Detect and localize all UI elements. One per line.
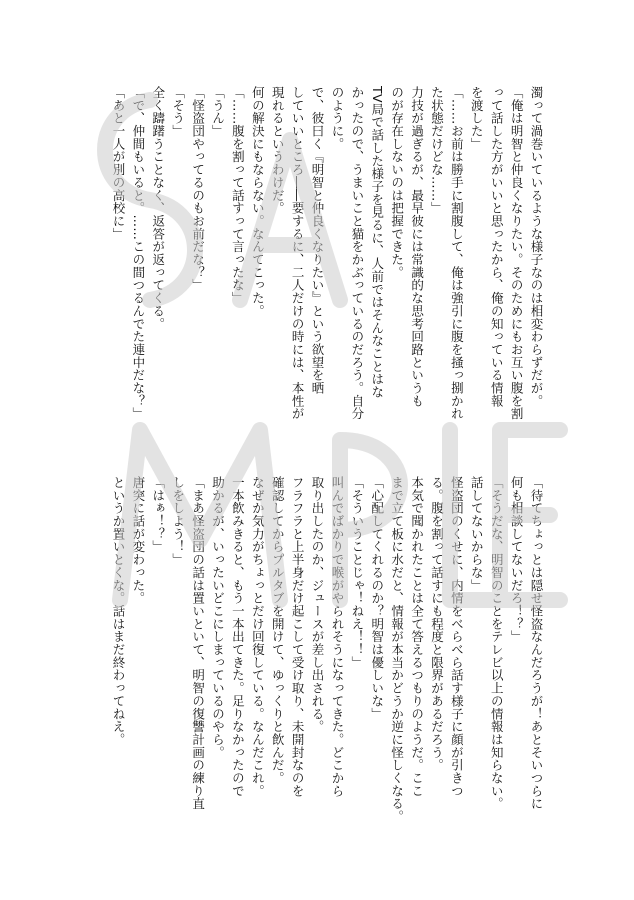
text-line: を渡した」 [469,86,485,151]
text-line: のが存在しないのは把握できた。 [389,86,405,279]
text-line: 話してないからな」 [469,476,485,592]
text-line: TV局で話した様子を見るに、人前ではそんなことはな [369,86,385,399]
text-line: 「待てちょっとは隠せ怪盗なんだろうが！あとそいつらに [529,476,544,811]
text-line: かったので、うまいこと猫をかぶっているのだろう。自分 [349,86,365,421]
text-line: 「そうだな、明智のことをテレビ以上の情報は知らない。 [489,476,505,811]
text-line: 「怪盗団やってるのもお前だな？」 [190,86,206,292]
text-line: る。腹を割って話すにも程度と限界があるだろう。 [429,476,445,772]
text-line: 「……お前は勝手に割腹して、俺は強引に腹を掻っ捌かれ [449,86,465,421]
text-line: 叫んでばかりで喉がやられそうになってきた。どこから [329,476,345,798]
text-line: 本気で聞かれたことは全て答えるつもりのようだ。ここ [409,476,425,798]
text-line: 怪盗団のくせに、内情をべらべら話す様子に顔が引きつ [449,476,465,798]
text-line: 現れるというわけだ。 [270,86,286,215]
text-line: 「そういうことじゃ！ねえ！！」 [349,476,365,669]
text-line: 濁って渦巻いているような様子なのは相変わらずだが。 [529,86,544,408]
text-line: 力技が過ぎるが、最早彼には常識的な思考回路というも [409,86,425,408]
text-line: 「俺は明智と仲良くなりたい。そのためにもお互い腹を割 [509,86,525,421]
text-line: 取り出したのか、ジュースが差し出される。 [310,476,326,733]
text-line: 何の解決にもならない。なんてこった。 [250,86,266,318]
upper-text-block [84,86,546,438]
text-line: 「まあ怪盗団の話は置いといて、明智の復讐計画の練り直 [190,476,206,811]
text-line: 一本飲みきると、もう一本出てきた。足りなかったので [230,476,246,798]
text-line: 「はぁ！？」 [150,476,166,554]
text-line: 「で、仲間もいると。……この間つるんでた連中だな？」 [130,86,146,421]
text-line: というか置いとくな。話はまだ終わってねえ。 [110,476,126,746]
text-line: 確認してからプルタブを開けて、ゆっくりと飲んだ。 [270,476,286,785]
text-line: のように。 [329,86,345,151]
text-line: って話した方がいいと思ったから、俺の知っている情報 [489,86,505,408]
text-line: なぜか気力がちょっとだけ回復している。なんだこれ。 [250,476,266,798]
text-line: 「……腹を割って話すって言ったな」 [230,86,246,305]
text-line: 「そう」 [170,86,186,138]
text-line: まで立て板に水だと、情報が本当かどうか逆に怪しくなる。 [389,476,405,823]
text-line: で、彼曰く『明智と仲良くなりたい』という欲望を晒 [310,86,326,395]
text-line: していいところ――要するに、二人だけの時には、本性が [290,86,306,421]
text-line: しをしよう！」 [170,476,186,566]
text-line: 「あと一人が別の高校に」 [110,86,126,241]
text-line: 全く躊躇うことなく、返答が返ってくる。 [150,86,166,331]
text-line: 「心配してくれるのか？明智は優しいな」 [369,476,385,721]
text-line: 助かるが、いったいどこにしまっているのやら。 [210,476,226,759]
text-line: 何も相談してないだろ！？」 [509,476,525,644]
text-line: 唐突に話が変わった。 [130,476,146,605]
text-line: 「うん」 [210,86,226,138]
lower-text-block [110,476,546,828]
text-line: た状態だけどな……」 [429,86,445,215]
text-line: フラフラと上半身だけ起こして受け取り、未開封なのを [290,476,306,798]
